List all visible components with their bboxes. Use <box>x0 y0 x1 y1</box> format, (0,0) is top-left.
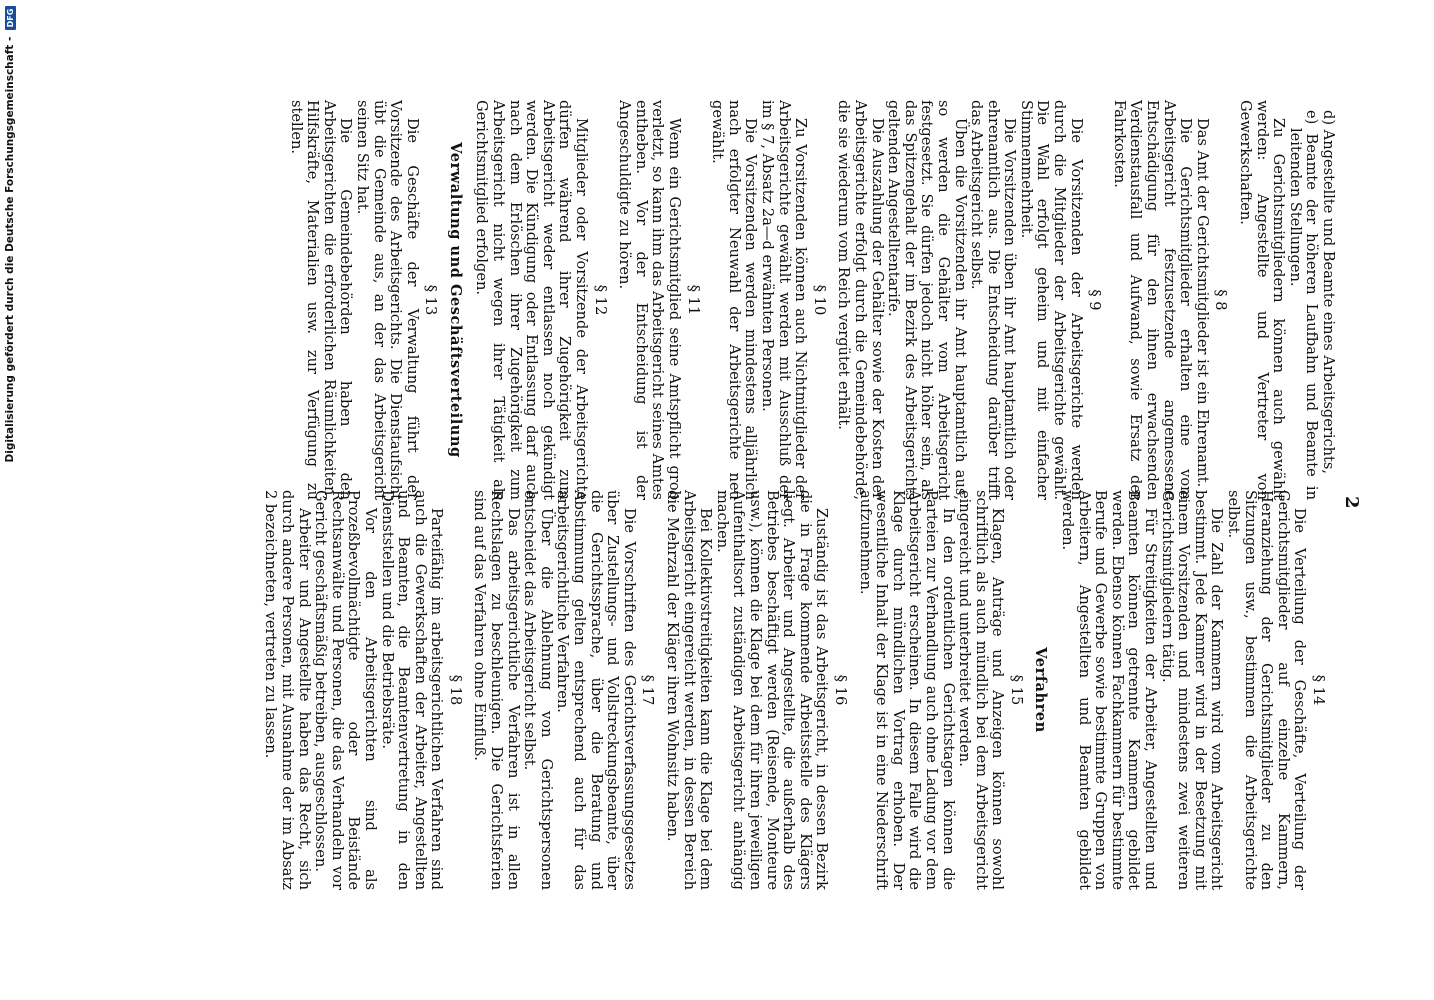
body-paragraph: Die Gerichtsmitglieder erhalten eine vom Arbeitsgericht festzusetzende angemessene Entschädigung für den ihnen erwachsenden Verdienstausfall und Aufwand, sowie Ersatz der Fahrkosten. <box>1110 100 1195 500</box>
dfg-logo: DFG <box>5 6 16 30</box>
chapter-heading: Verwaltung und Geschäftsverteilung <box>446 142 464 458</box>
section-title-12: § 12 <box>591 284 609 316</box>
section-title-9: § 9 <box>1086 289 1104 311</box>
body-paragraph: Üben die Vorsitzenden ihr Amt hauptamtlich aus, so werden die Gehälter vom Arbeitsgericht festgesetzt. Sie dürfen jedoch nicht höher sein, als das Spitzengehalt der im Bezirk des Arbeitsgerichts geltenden Angestelltentarife. <box>885 100 969 500</box>
digitization-footer <box>2 0 18 1000</box>
section-title-10: § 10 <box>810 284 828 316</box>
body-paragraph: Zu Vorsitzenden können auch Nichtmitglieder der Arbeitsgerichte gewählt werden mit Ausschluß der im § 7, Absatz 2a—d erwähnten Personen. <box>759 100 810 500</box>
chapter-heading: Verfahren <box>1032 647 1050 733</box>
body-paragraph: Die Vorschriften des Gerichtsverfassungsgesetzes über Zustellungs- und Vollstreckungsbeamte, über die Gerichtssprache, über die Beratung und Abstimmung gelten entsprechend auch für das arbeitsgerichtliche Verfahren. <box>554 490 638 890</box>
body-paragraph: Für Streitigkeiten der Arbeiter, Angestellten und Beamten können getrennte Kammern gebildet werden. Ebenso können Fachkammern für bestimmte Berufe und Gewerbe sowie bestimmte Gruppen von Arbeitern, Angestellten und Beamten gebildet werden. <box>1059 490 1160 890</box>
body-paragraph: Die Zahl der Kammern wird vom Arbeitsgericht bestimmt. Jede Kammer wird in der Besetzung mit einem Vorsitzenden und mindestens zwei weiteren Gerichtsmitgliedern tätig. <box>1158 490 1226 890</box>
list-item: e) Beamte der höheren Laufbahn und Beamte in leitenden Stellungen. <box>1286 110 1321 500</box>
list-item: d) Angestellte und Beamte eines Arbeitsgerichts, <box>1320 110 1337 475</box>
body-paragraph: Die Auszahlung der Gehälter sowie der Kosten der Arbeitsgerichte erfolgt durch die Gemeindebehörde, die sie wiederum vom Reich vergütet erhält. <box>835 100 886 500</box>
right-column <box>262 490 1334 890</box>
body-paragraph: Das Amt der Gerichtsmitglieder ist ein Ehrenamt. <box>1193 118 1211 488</box>
section-title-16: § 16 <box>831 674 849 706</box>
body-paragraph: Über die Ablehnung von Gerichtspersonen entscheidet das Arbeitsgericht selbst. <box>521 490 555 890</box>
body-paragraph: Die Vorsitzenden der Arbeitsgerichte werden durch die Mitglieder der Arbeitsgerichte gewählt. Die Wahl erfolgt geheim und mit einfacher Stimmenmehrheit. <box>1017 100 1085 500</box>
section-title-15: § 15 <box>1007 674 1025 706</box>
body-paragraph: Arbeiter und Angestellte haben das Recht, sich durch andere Personen, mit Ausnahme der im Absatz 2 bezeichneten, vertreten zu lassen. <box>262 490 313 890</box>
body-paragraph: Das arbeitsgerichtliche Verfahren ist in allen Rechtslagen zu beschleunigen. Die Gerichtsferien sind auf das Verfahren ohne Einfluß. <box>471 490 522 890</box>
body-paragraph: Parteifähig im arbeitsgerichtlichen Verfahren sind auch die Gewerkschaften der Arbeiter, Angestellten und Beamten, die Beamtenvertretung in den Dienststellen und die Betriebsräte. <box>378 490 446 890</box>
body-paragraph: Die Vorsitzenden üben ihr Amt hauptamtlich oder ehrenamtlich aus. Die Entscheidung darüber trifft das Arbeitsgericht selbst. <box>968 100 1019 500</box>
body-paragraph: Vor den Arbeitsgerichten sind als Prozeßbevollmächtigte oder Beistände Rechtsanwälte und Personen, die das Verhandeln vor Gericht geschäftsmäßig betreiben, ausgeschlossen. <box>312 490 379 890</box>
section-title-17: § 17 <box>639 674 657 706</box>
left-column <box>287 100 1336 500</box>
body-paragraph: Zu Gerichtsmitgliedern können auch gewählt werden: Angestellte und Vertreter von Gewerkschaften. <box>1237 100 1288 500</box>
body-paragraph: Bei Kollektivstreitigkeiten kann die Klage bei dem Arbeitsgericht eingereicht werden, in dessen Bereich die Mehrzahl der Kläger ihren Wohnsitz haben. <box>664 490 715 890</box>
section-title-14: § 14 <box>1310 674 1327 706</box>
body-paragraph: Die Vorsitzenden werden mindestens alljährlich nach erfolgter Neuwahl der Arbeitsgerichte neu gewählt. <box>709 100 760 500</box>
section-title-11: § 11 <box>684 284 702 316</box>
section-title-18: § 18 <box>446 674 464 706</box>
page-number: 2 <box>1341 496 1362 509</box>
body-paragraph: Die Verteilung der Geschäfte, Verteilung der Gerichtsmitglieder auf einzelne Kammern, Heranziehung der Gerichtsmitglieder zu den Sitzungen usw., bestimmen die Arbeitsgerichte selbst. <box>1225 490 1309 890</box>
body-paragraph: Klagen, Anträge und Anzeigen können sowohl schriftlich als auch mündlich bei dem Arbeitsgericht eingereicht und unterbreitet werden. <box>956 490 1007 890</box>
body-paragraph: Wenn ein Gerichtsmitglied seine Amtspflicht grob verletzt, so kann ihm das Arbeitsgericht seines Amtes entheben. Vor der Entscheidung ist der Angeschuldigte zu hören. <box>616 100 684 500</box>
section-title-8: § 8 <box>1212 289 1230 311</box>
footer-text: Digitalisierung gefördert durch die Deutsche Forschungsgemeinschaft - <box>4 33 16 463</box>
body-paragraph: Die Geschäfte der Verwaltung führt der Vorsitzende des Arbeitsgerichts. Die Dienstaufsicht übt die Gemeinde aus, an der das Arbeitsgericht seinen Sitz hat. <box>353 100 421 500</box>
body-paragraph: Mitglieder oder Vorsitzende der Arbeitsgerichte dürfen während ihrer Zugehörigkeit zum Arbeitsgericht weder entlassen noch gekündigt werden. Die Kündigung oder Entlassung darf auch nach dem Erlöschen ihrer Zugehörigkeit zum Arbeitsgericht nicht wegen ihrer Tätigkeit als Gerichtsmitglied erfolgen. <box>473 100 591 500</box>
body-paragraph: Zuständig ist das Arbeitsgericht, in dessen Bezirk die in Frage kommende Arbeitsstelle des Klägers liegt. Arbeiter und Angestellte, die außerhalb des Betriebes beschäftigt werden (Reisende, Monteure usw.), können die Klage bei dem für ihren jeweiligen Aufenthaltsort zuständigen Arbeitsgericht anhängig machen. <box>713 490 831 890</box>
body-paragraph: In den ordentlichen Gerichtstagen können die Parteien zur Verhandlung auch ohne Ladung vor dem Arbeitsgericht erscheinen. In diesem Falle wird die Klage durch mündlichen Vortrag erhoben. Der wesentliche Inhalt der Klage ist in eine Niederschrift aufzunehmen. <box>856 490 957 890</box>
body-paragraph: Die Gemeindebehörden haben den Arbeitsgerichten die erforderlichen Räumlichkeiten, Hilfskräfte, Materialien usw. zur Verfügung zu stellen. <box>287 100 355 500</box>
section-title-13: § 13 <box>422 284 440 316</box>
